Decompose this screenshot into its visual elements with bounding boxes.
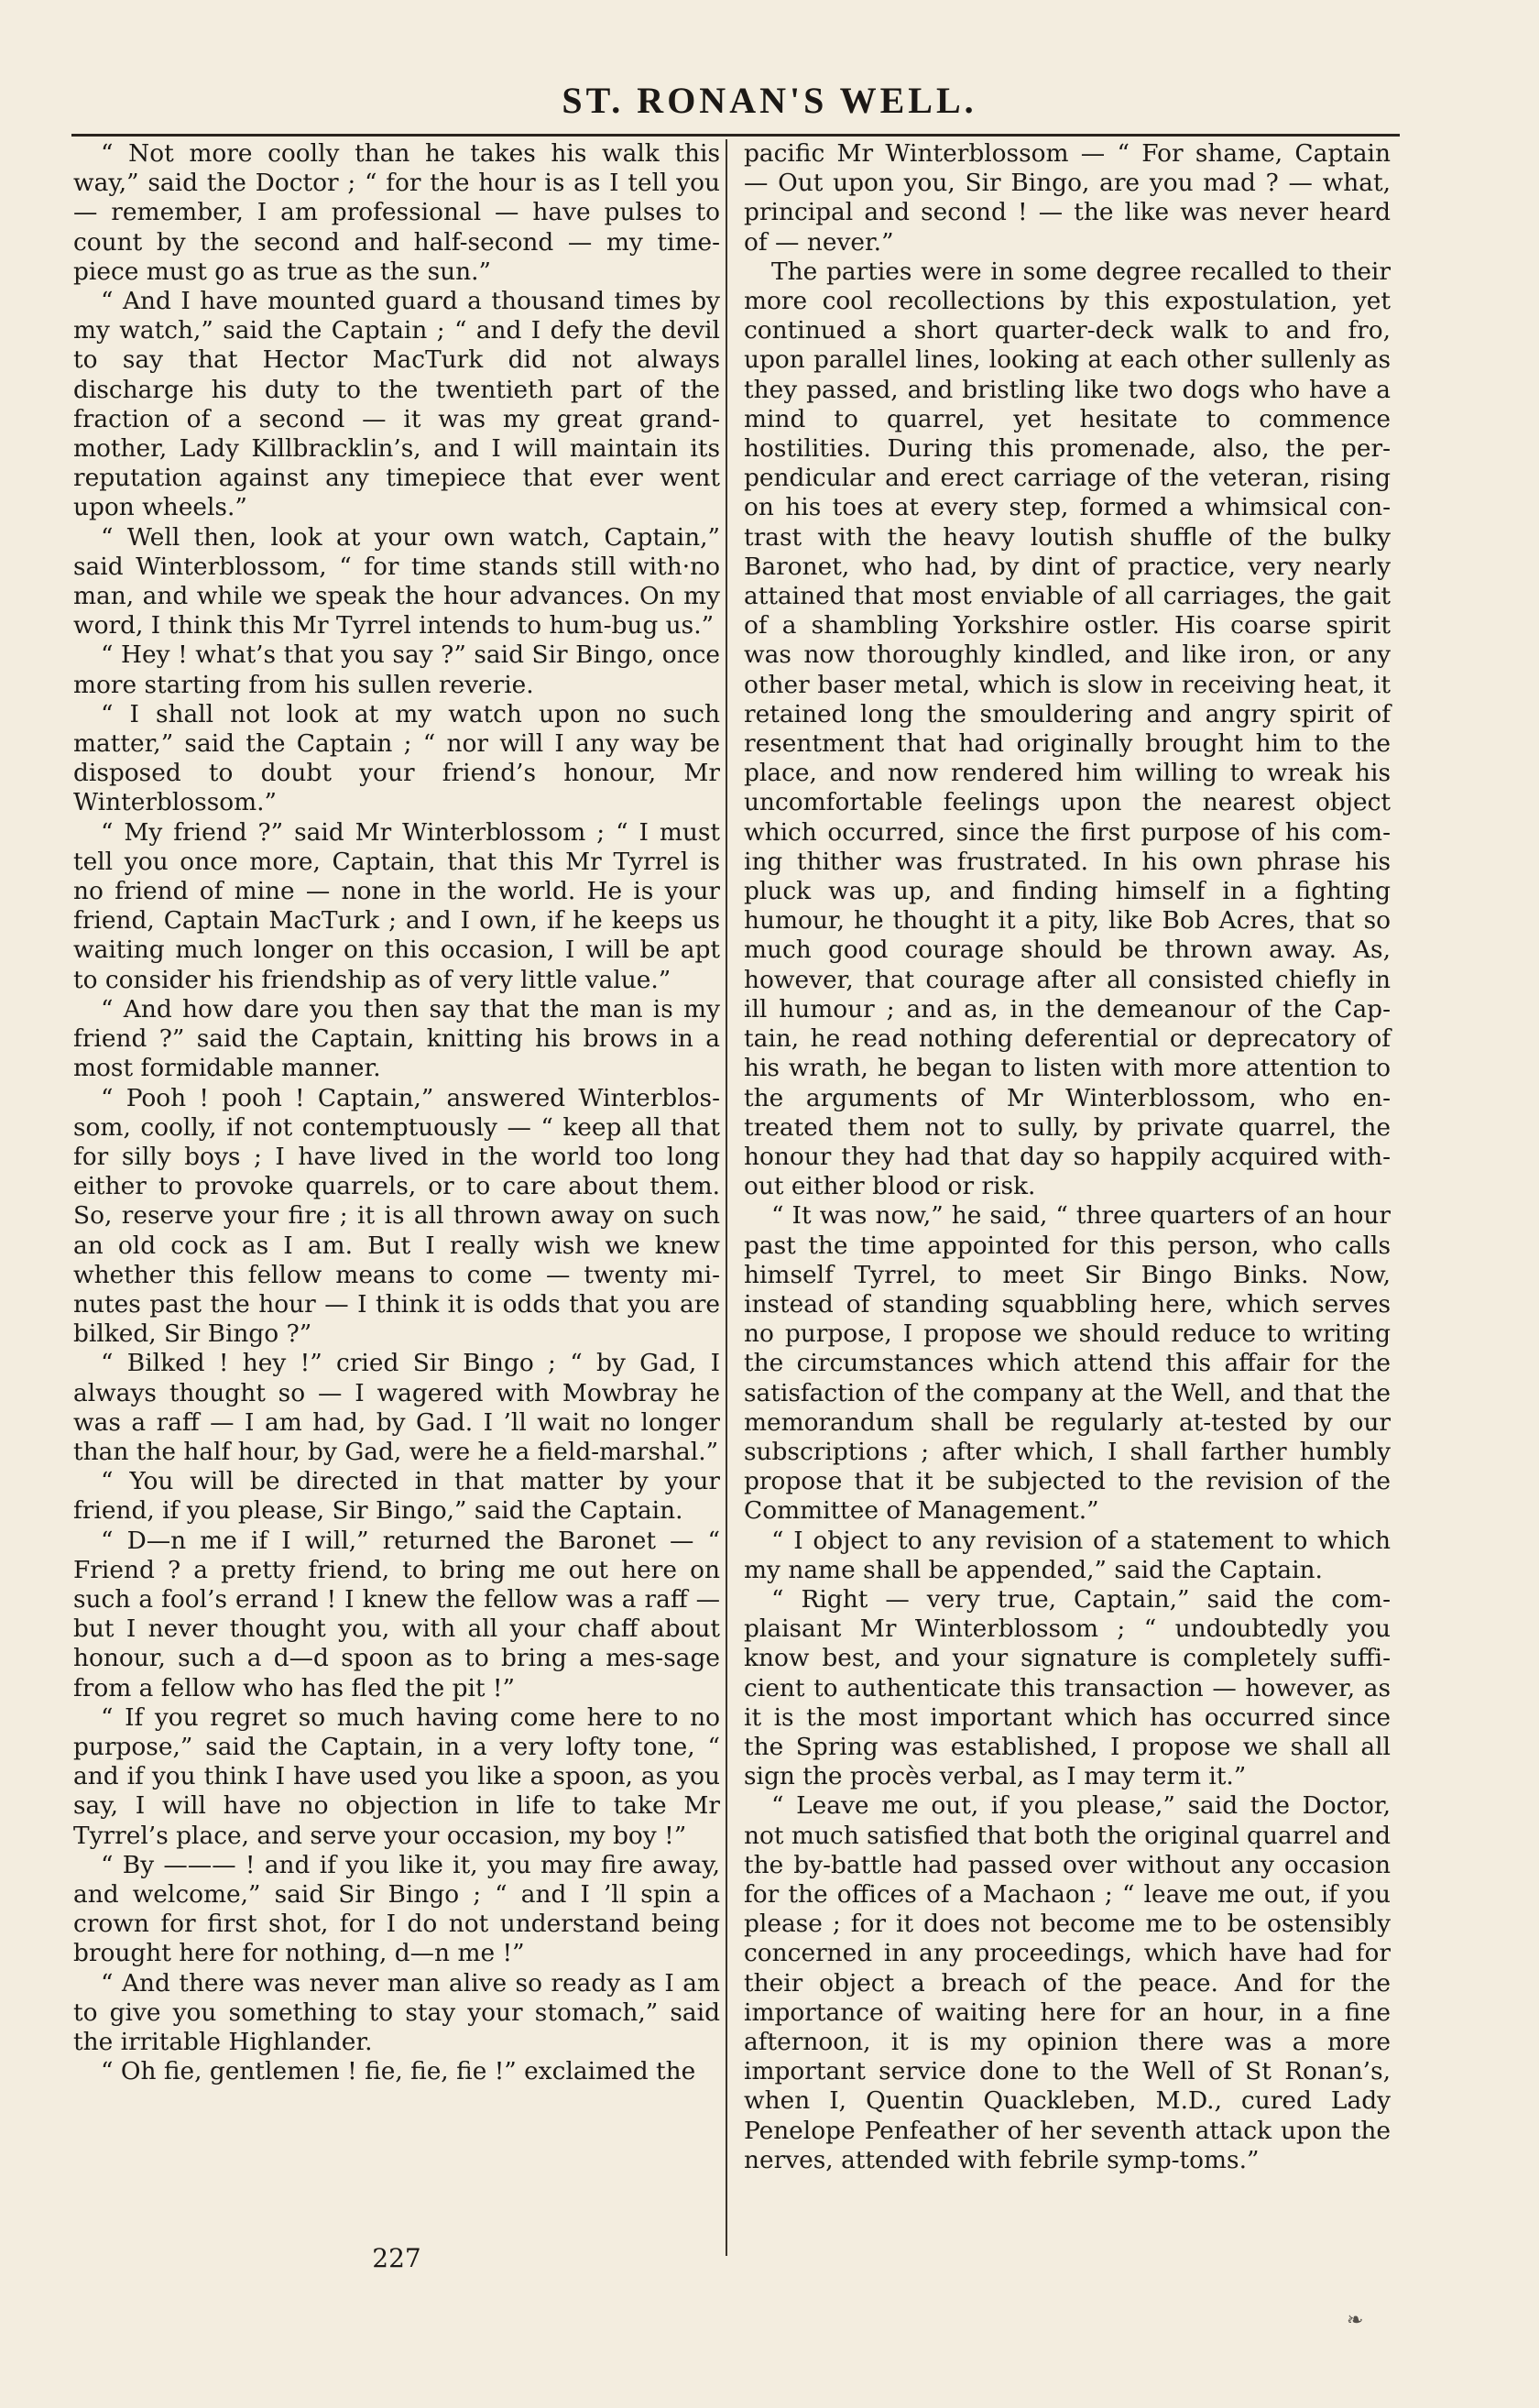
paragraph: “ Bilked ! hey !” cried Sir Bingo ; “ by Gad, I always thought so — I wagered with Mowbray he was a raff — I am had, by Gad. I ’ll wait no longer than the half hour, by Gad, were he a field-marshal.”	[73, 1349, 720, 1466]
paragraph: “ I object to any revision of a statement to which my name shall be appended,” said the Captain.	[744, 1526, 1391, 1584]
paragraph: “ Not more coolly than he takes his walk this way,” said the Doctor ; “ for the hour is as I tell you — remember, I am professional — have pulses to count by the second and half-second — my time-piece must go as true as the sun.”	[73, 139, 720, 286]
paragraph: “ D—n me if I will,” returned the Baronet — “ Friend ? a pretty friend, to bring me out here on such a fool’s errand ! I knew the fellow was a raff — but I never thought you, with all your chaff about honour, such a d—d spoon as to bring a mes-sage from a fellow who has fled the pit !”	[73, 1526, 720, 1702]
paragraph: “ Hey ! what’s that you say ?” said Sir Bingo, once more starting from his sullen reverie.	[73, 640, 720, 699]
paragraph: “ And there was never man alive so ready as I am to give you something to stay your stomach,” said the irritable Highlander.	[73, 1968, 720, 2056]
paragraph: pacific Mr Winterblossom — “ For shame, Captain — Out upon you, Sir Bingo, are you mad ? — what, principal and second ! — the like was never heard of — never.”	[744, 139, 1391, 257]
paragraph: The parties were in some degree recalled to their more cool recollections by this expostulation, yet continued a short quarter-deck walk to and fro, upon parallel lines, looking at each other sullenly as they passed, and bristling like two dogs who have a mind to quarrel, yet hesitate to commence hostilities. During this promenade, also, the per-pendicular and erect carriage of the veteran, rising on his toes at every step, formed a whimsical con-trast with the heavy loutish shuffle of the bulky Baronet, who had, by dint of practice, very nearly attained that most enviable of all carriages, the gait of a shambling Yorkshire ostler. His coarse spirit was now thoroughly kindled, and like iron, or any other baser metal, which is slow in receiving heat, it retained long the smouldering and angry spirit of resentment that had originally brought him to the place, and now rendered him willing to wreak his uncomfortable feelings upon the nearest object which occurred, since the first purpose of his com-ing thither was frustrated. In his own phrase his pluck was up, and finding himself in a fighting humour, he thought it a pity, like Bob Acres, that so much good courage should be thrown away. As, however, that courage after all consisted chiefly in ill humour ; and as, in the demeanour of the Cap-tain, he read nothing deferential or deprecatory of his wrath, he began to listen with more attention to the arguments of Mr Winterblossom, who en-treated them not to sully, by private quarrel, the honour they had that day so happily acquired with-out either blood or risk.	[744, 257, 1391, 1201]
paragraph: “ It was now,” he said, “ three quarters of an hour past the time appointed for this person, who calls himself Tyrrel, to meet Sir Bingo Binks. Now, instead of standing squabbling here, which serves no purpose, I propose we should reduce to writing the circumstances which attend this affair for the satisfaction of the company at the Well, and that the memorandum shall be regularly at-tested by our subscriptions ; after which, I shall farther humbly propose that it be subjected to the revision of the Committee of Management.”	[744, 1201, 1391, 1526]
paragraph: “ And how dare you then say that the man is my friend ?” said the Captain, knitting his brows in a most formidable manner.	[73, 994, 720, 1083]
paragraph: “ You will be directed in that matter by your friend, if you please, Sir Bingo,” said the Captain.	[73, 1467, 720, 1526]
page-number: 227	[372, 2243, 421, 2273]
paragraph: “ Pooh ! pooh ! Captain,” answered Winterblos-som, coolly, if not contemptuously — “ keep all that for silly boys ; I have lived in the world too long either to provoke quarrels, or to care about them. So, reserve your fire ; it is all thrown away on such an old cock as I am. But I really wish we knew whether this fellow means to come — twenty mi-nutes past the hour — I think it is odds that you are bilked, Sir Bingo ?”	[73, 1083, 720, 1349]
header-rule	[71, 134, 1400, 137]
paragraph: “ Well then, look at your own watch, Captain,” said Winterblossom, “ for time stands still with·no man, and while we speak the hour advances. On my word, I think this Mr Tyrrel intends to hum-bug us.”	[73, 522, 720, 640]
paragraph: “ Right — very true, Captain,” said the com-plaisant Mr Winterblossom ; “ undoubtedly you know best, and your signature is completely suffi-cient to authenticate this transaction — however, as it is the most important which has occurred since the Spring was established, I propose we shall all sign the procès verbal, as I may term it.”	[744, 1584, 1391, 1791]
ornament-icon: ❧	[1347, 2309, 1364, 2332]
column-divider	[726, 139, 727, 2256]
paragraph: “ Oh fie, gentlemen ! fie, fie, fie !” exclaimed the	[101, 2057, 696, 2086]
left-column	[73, 139, 720, 2086]
paragraph: “ And I have mounted guard a thousand times by my watch,” said the Captain ; “ and I defy the devil to say that Hector MacTurk did not always discharge his duty to the twentieth part of the fraction of a second — it was my great grand-mother, Lady Killbracklin’s, and I will maintain its reputation against any timepiece that ever went upon wheels.”	[73, 287, 720, 522]
paragraph: “ By ——— ! and if you like it, you may fire away, and welcome,” said Sir Bingo ; “ and I ’ll spin a crown for first shot, for I do not understand being brought here for nothing, d—n me !”	[73, 1850, 720, 1968]
running-head: ST. RONAN'S WELL.	[562, 80, 977, 121]
paragraph: “ I shall not look at my watch upon no such matter,” said the Captain ; “ nor will I any way be disposed to doubt your friend’s honour, Mr Winterblossom.”	[73, 699, 720, 817]
paragraph: “ If you regret so much having come here to no purpose,” said the Captain, in a very lofty tone, “ and if you think I have used you like a spoon, as you say, I will have no objection in life to take Mr Tyrrel’s place, and serve your occasion, my boy !”	[73, 1702, 720, 1850]
right-column	[744, 139, 1391, 2175]
paragraph: “ My friend ?” said Mr Winterblossom ; “ I must tell you once more, Captain, that this Mr Tyrrel is no friend of mine — none in the world. He is your friend, Captain MacTurk ; and I own, if he keeps us waiting much longer on this occasion, I will be apt to consider his friendship as of very little value.”	[73, 817, 720, 994]
paragraph: “ Leave me out, if you please,” said the Doctor, not much satisfied that both the original quarrel and the by-battle had passed over without any occasion for the offices of a Machaon ; “ leave me out, if you please ; for it does not become me to be ostensibly concerned in any proceedings, which have had for their object a breach of the peace. And for the importance of waiting here for an hour, in a fine afternoon, it is my opinion there was a more important service done to the Well of St Ronan’s, when I, Quentin Quackleben, M.D., cured Lady Penelope Penfeather of her seventh attack upon the nerves, attended with febrile symp-toms.”	[744, 1791, 1391, 2174]
